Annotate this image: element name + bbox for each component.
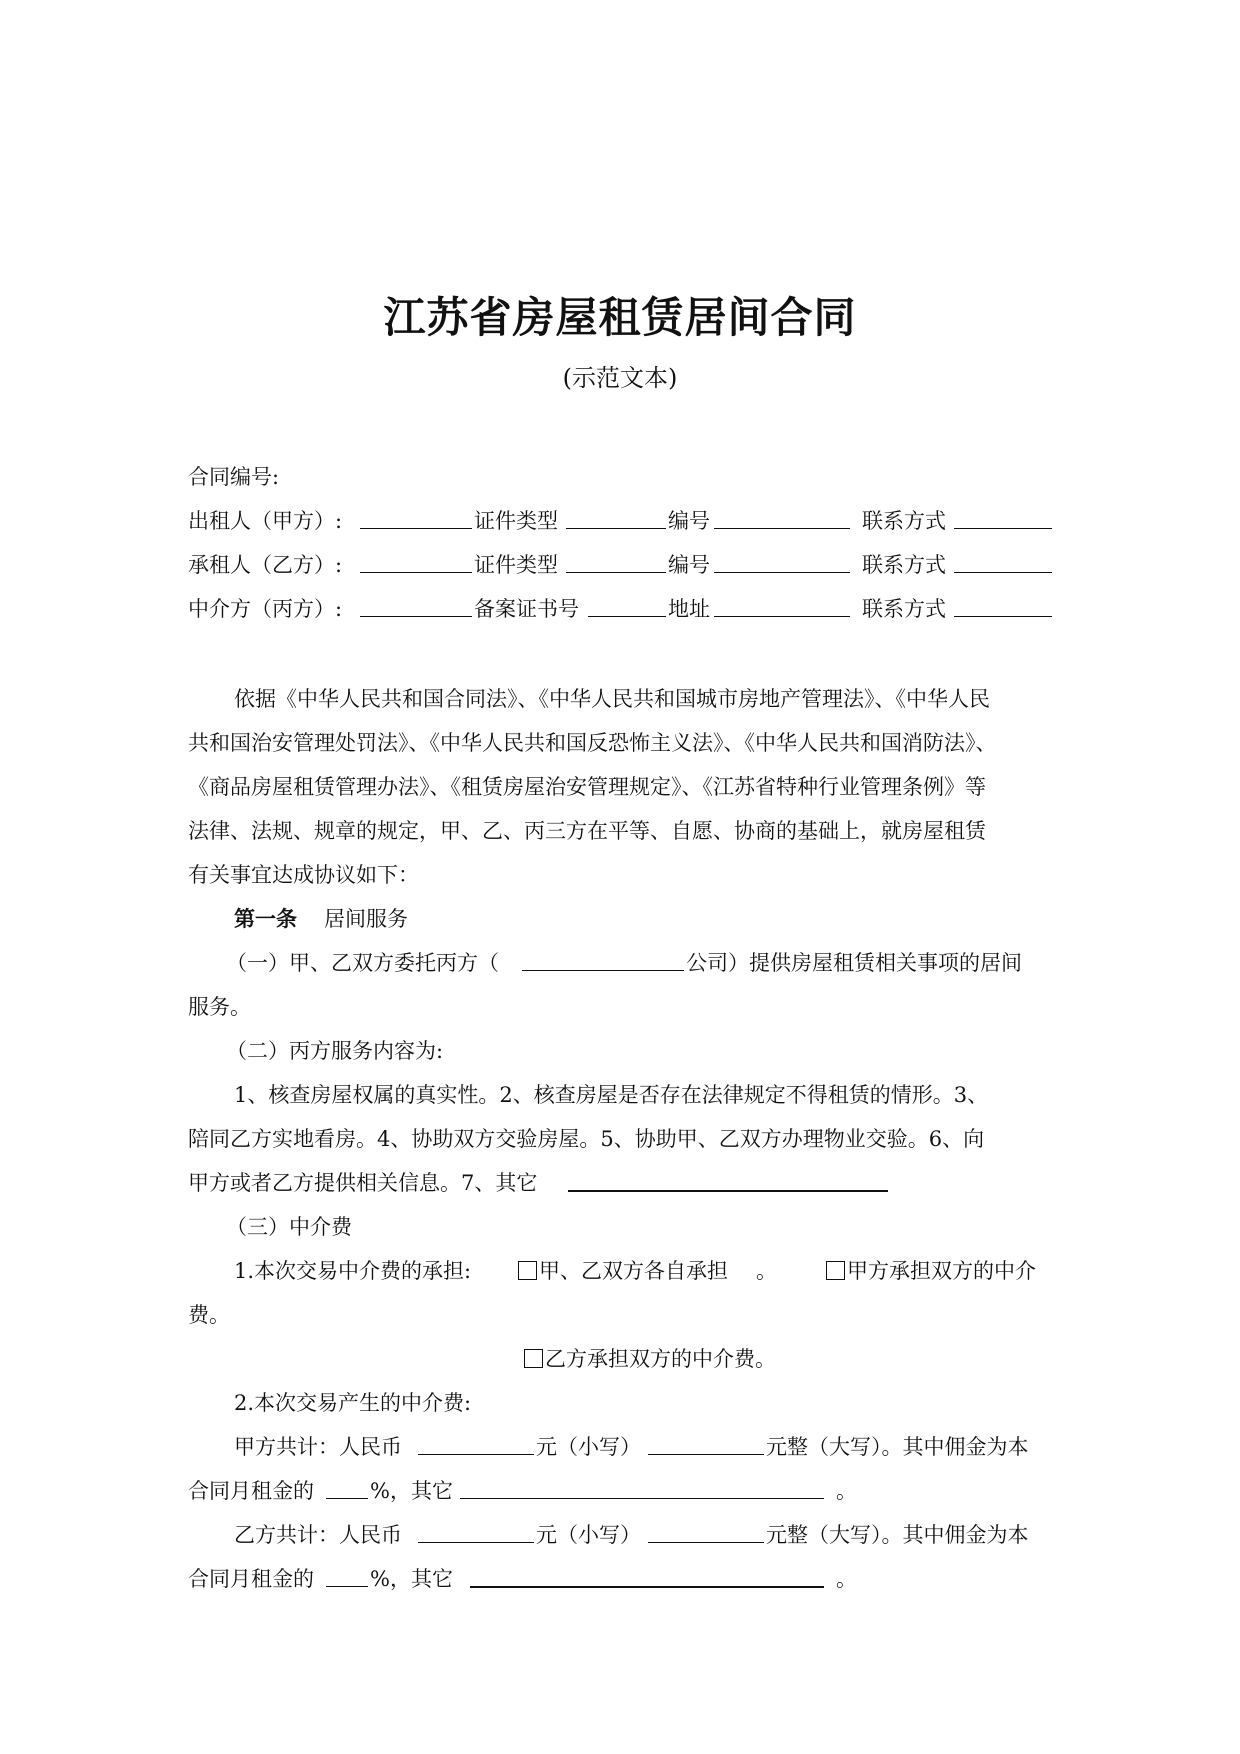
other-services-blank[interactable] bbox=[568, 1168, 888, 1192]
party-field-label: 地址 bbox=[668, 597, 710, 621]
lessor-id-number-blank[interactable] bbox=[714, 506, 850, 529]
clause1-suffix: 公司）提供房屋租赁相关事项的居间 bbox=[686, 951, 1022, 975]
article-heading: 第一条 bbox=[234, 906, 297, 931]
party-a-rent-end: 。 bbox=[836, 1479, 857, 1503]
party-b-fee-small-blank[interactable] bbox=[418, 1520, 534, 1543]
preamble-line: 共和国治安管理处罚法》、《中华人民共和国反恐怖主义法》、《中华人民共和国消防法》、 bbox=[188, 731, 997, 755]
preamble-line: 《商品房屋租赁管理办法》、《租赁房屋治安管理规定》、《江苏省特种行业管理条例》等 bbox=[188, 775, 986, 799]
party-label: 出租人（甲方）: bbox=[188, 509, 343, 533]
party-label: 中介方（丙方）: bbox=[188, 597, 343, 621]
party-b-other-blank[interactable] bbox=[470, 1564, 824, 1588]
contract-number-label: 合同编号: bbox=[188, 465, 280, 489]
agent-cert-blank[interactable] bbox=[588, 594, 666, 617]
agent-contact-blank[interactable] bbox=[954, 594, 1052, 617]
lessee-id-number-blank[interactable] bbox=[714, 550, 850, 573]
fee-option-lessee[interactable]: 乙方承担双方的中介费。 bbox=[524, 1344, 776, 1374]
preamble-line: 依据《中华人民共和国合同法》、《中华人民共和国城市房地产管理法》、《中华人民 bbox=[234, 687, 990, 711]
agent-name-blank[interactable] bbox=[360, 594, 472, 617]
fee-option-each-end: 。 bbox=[756, 1259, 777, 1283]
party-field-label: 编号 bbox=[668, 553, 710, 577]
party-b-rent-end: 。 bbox=[836, 1567, 857, 1591]
party-a-rent-lead: 合同月租金的 bbox=[188, 1479, 314, 1503]
party-label: 承租人（乙方）: bbox=[188, 553, 343, 577]
lessor-contact-blank[interactable] bbox=[954, 506, 1052, 529]
agent-address-blank[interactable] bbox=[714, 594, 850, 617]
party-b-rent-mid: %，其它 bbox=[370, 1567, 453, 1591]
clause2-line: 陪同乙方实地看房。4、协助双方交验房屋。5、协助甲、乙双方办理物业交验。6、向 bbox=[188, 1127, 985, 1151]
party-a-fee-capital-blank[interactable] bbox=[648, 1432, 764, 1455]
party-field-label: 证件类型 bbox=[474, 553, 558, 577]
party-field-label: 联系方式 bbox=[862, 553, 946, 577]
fee-option-each[interactable]: 甲、乙双方各自承担 bbox=[518, 1256, 728, 1286]
party-field-label: 联系方式 bbox=[862, 509, 946, 533]
party-a-fee-small-blank[interactable] bbox=[418, 1432, 534, 1455]
lessee-name-blank[interactable] bbox=[360, 550, 472, 573]
party-b-fee-capital-blank[interactable] bbox=[648, 1520, 764, 1543]
agent-company-blank[interactable] bbox=[522, 948, 684, 971]
lessor-name-blank[interactable] bbox=[360, 506, 472, 529]
clause2-heading: （二）丙方服务内容为: bbox=[226, 1039, 444, 1063]
clause2-line: 甲方或者乙方提供相关信息。7、其它 bbox=[188, 1171, 538, 1195]
clause3-heading: （三）中介费 bbox=[226, 1215, 352, 1239]
party-b-fee-mid1: 元（小写） bbox=[536, 1523, 641, 1547]
fee-option-lessor[interactable]: 甲方承担双方的中介 bbox=[826, 1256, 1036, 1286]
clause2-line: 1、核查房屋权属的真实性。2、核查房屋是否存在法律规定不得租赁的情形。3、 bbox=[234, 1083, 989, 1107]
fee-bearing-label: 1.本次交易中介费的承担: bbox=[234, 1259, 472, 1283]
party-a-percent-blank[interactable] bbox=[326, 1476, 368, 1499]
lessee-contact-blank[interactable] bbox=[954, 550, 1052, 573]
fee-amount-label: 2.本次交易产生的中介费: bbox=[234, 1391, 472, 1415]
party-b-fee-mid2: 元整（大写）。其中佣金为本 bbox=[766, 1523, 1029, 1547]
checkbox-icon[interactable] bbox=[518, 1261, 537, 1280]
lessee-id-type-blank[interactable] bbox=[566, 550, 666, 573]
lessor-id-type-blank[interactable] bbox=[566, 506, 666, 529]
party-b-fee-lead: 乙方共计：人民币 bbox=[234, 1523, 402, 1547]
party-a-other-blank[interactable] bbox=[460, 1476, 824, 1499]
checkbox-icon[interactable] bbox=[826, 1261, 845, 1280]
party-field-label: 联系方式 bbox=[862, 597, 946, 621]
checkbox-icon[interactable] bbox=[524, 1349, 543, 1368]
preamble-line: 法律、法规、规章的规定，甲、乙、丙三方在平等、自愿、协商的基础上，就房屋租赁 bbox=[188, 819, 986, 843]
clause1-cont: 服务。 bbox=[188, 995, 251, 1019]
clause1-prefix: （一）甲、乙双方委托丙方（ bbox=[226, 951, 499, 975]
party-a-fee-lead: 甲方共计：人民币 bbox=[234, 1435, 402, 1459]
party-field-label: 备案证书号 bbox=[474, 597, 579, 621]
party-field-label: 编号 bbox=[668, 509, 710, 533]
page-title: 江苏省房屋租赁居间合同 bbox=[383, 293, 857, 342]
party-a-fee-mid2: 元整（大写）。其中佣金为本 bbox=[766, 1435, 1029, 1459]
party-b-percent-blank[interactable] bbox=[326, 1564, 368, 1587]
party-a-rent-mid: %，其它 bbox=[370, 1479, 453, 1503]
party-a-fee-mid1: 元（小写） bbox=[536, 1435, 641, 1459]
page-subtitle: (示范文本) bbox=[562, 364, 678, 392]
article-title: 居间服务 bbox=[324, 907, 408, 931]
party-field-label: 证件类型 bbox=[474, 509, 558, 533]
party-b-rent-lead: 合同月租金的 bbox=[188, 1567, 314, 1591]
fee-option-lessor-cont: 费。 bbox=[188, 1303, 230, 1327]
preamble-line: 有关事宜达成协议如下： bbox=[188, 863, 419, 887]
